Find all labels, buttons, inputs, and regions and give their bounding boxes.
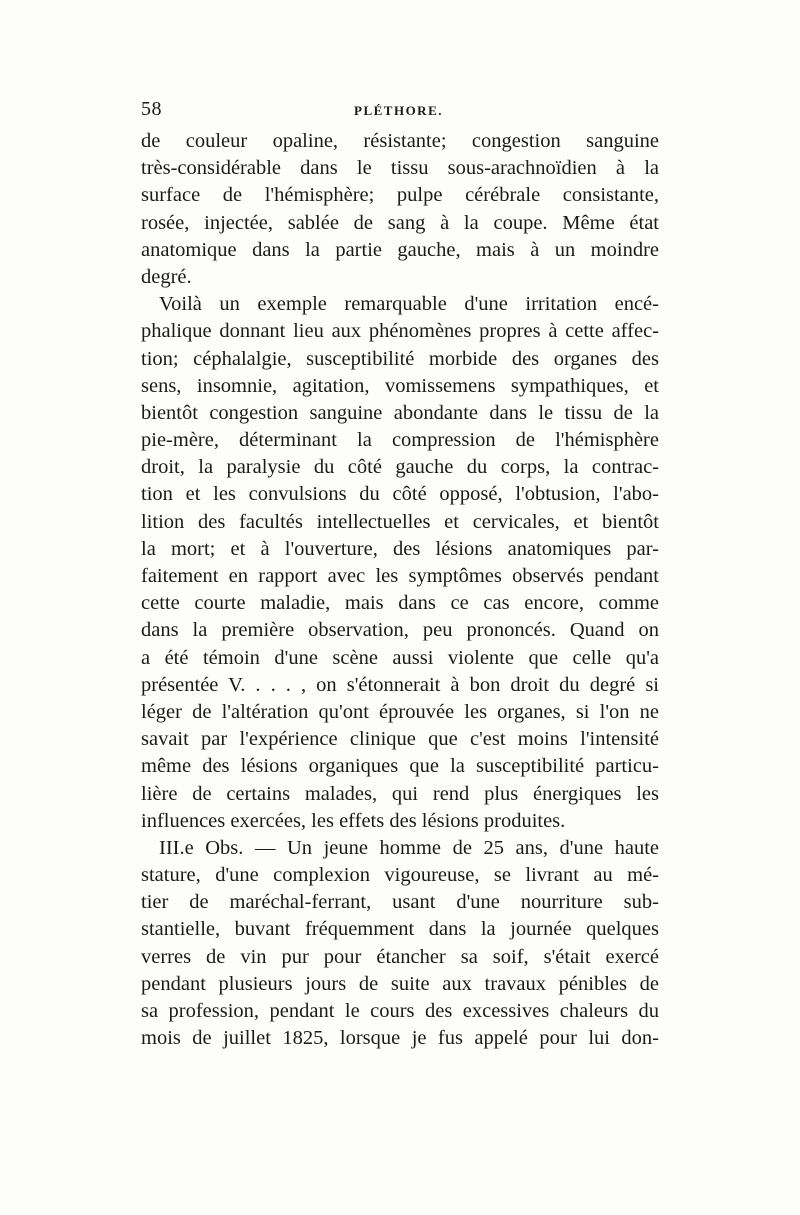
text-line: a été témoin d'une scène aussi violente que celle qu'a: [141, 646, 659, 669]
text-line: stature, d'une complexion vigoureuse, se livrant au mé-: [141, 864, 659, 887]
text-line: léger de l'altération qu'ont éprouvée les organes, si l'on ne: [141, 700, 659, 723]
text-line: faitement en rapport avec les symptômes observés pendant: [141, 565, 659, 587]
text-line: cette courte maladie, mais dans ce cas encore, comme: [141, 592, 659, 615]
text-line: rosée, injectée, sablée de sang à la coupe. Même état: [141, 211, 659, 234]
text-line: savait par l'expérience clinique que c'est moins l'intensité: [141, 728, 659, 751]
text-line: la mort; et à l'ouverture, des lésions anatomiques par-: [141, 537, 659, 560]
text-line: Voilà un exemple remarquable d'une irritation encé-: [159, 293, 659, 316]
body-text: [141, 128, 659, 1052]
text-line: stantielle, buvant fréquemment dans la journée quelques: [141, 918, 659, 941]
text-line: tier de maréchal-ferrant, usant d'une nourriture sub-: [141, 891, 659, 914]
text-line: tion; céphalalgie, susceptibilité morbide des organes des: [141, 347, 659, 370]
text-line: mois de juillet 1825, lorsque je fus appelé pour lui don-: [141, 1027, 659, 1050]
text-line: lière de certains malades, qui rend plus énergiques les: [141, 782, 659, 805]
text-line: sa profession, pendant le cours des excessives chaleurs du: [141, 1000, 659, 1022]
text-line: lition des facultés intellectuelles et cervicales, et bientôt: [141, 510, 659, 533]
text-line: dans la première observation, peu prononcés. Quand on: [141, 619, 659, 642]
page-header: [141, 98, 661, 126]
text-line: tion et les convulsions du côté opposé, l'obtusion, l'abo-: [141, 483, 659, 506]
text-line: surface de l'hémisphère; pulpe cérébrale consistante,: [141, 184, 659, 207]
text-line: influences exercées, les effets des lésions produites.: [141, 809, 566, 832]
text-line: présentée V. . . . , on s'étonnerait à bon droit du degré si: [141, 673, 659, 696]
text-line: degré.: [141, 265, 192, 288]
text-line: pendant plusieurs jours de suite aux travaux pénibles de: [141, 972, 659, 995]
text-line: droit, la paralysie du côté gauche du corps, la contrac-: [141, 456, 659, 479]
page-number: 58: [141, 98, 162, 120]
text-line: sens, insomnie, agitation, vomissemens sympathiques, et: [141, 374, 659, 397]
running-head: PLÉTHORE.: [354, 103, 443, 118]
text-line: de couleur opaline, résistante; congestion sanguine: [141, 130, 659, 152]
text-line: verres de vin pur pour étancher sa soif, s'était exercé: [141, 945, 659, 968]
text-line: anatomique dans la partie gauche, mais à un moindre: [141, 238, 659, 261]
text-line: III.e Obs. — Un jeune homme de 25 ans, d'une haute: [159, 836, 659, 859]
text-line: très-considérable dans le tissu sous-arachnoïdien à la: [141, 157, 659, 180]
text-line: bientôt congestion sanguine abondante dans le tissu de la: [141, 401, 659, 424]
text-line: pie-mère, déterminant la compression de l'hémisphère: [141, 429, 659, 452]
text-line: phalique donnant lieu aux phénomènes propres à cette affec-: [141, 320, 659, 343]
text-line: même des lésions organiques que la susceptibilité particu-: [141, 755, 659, 778]
